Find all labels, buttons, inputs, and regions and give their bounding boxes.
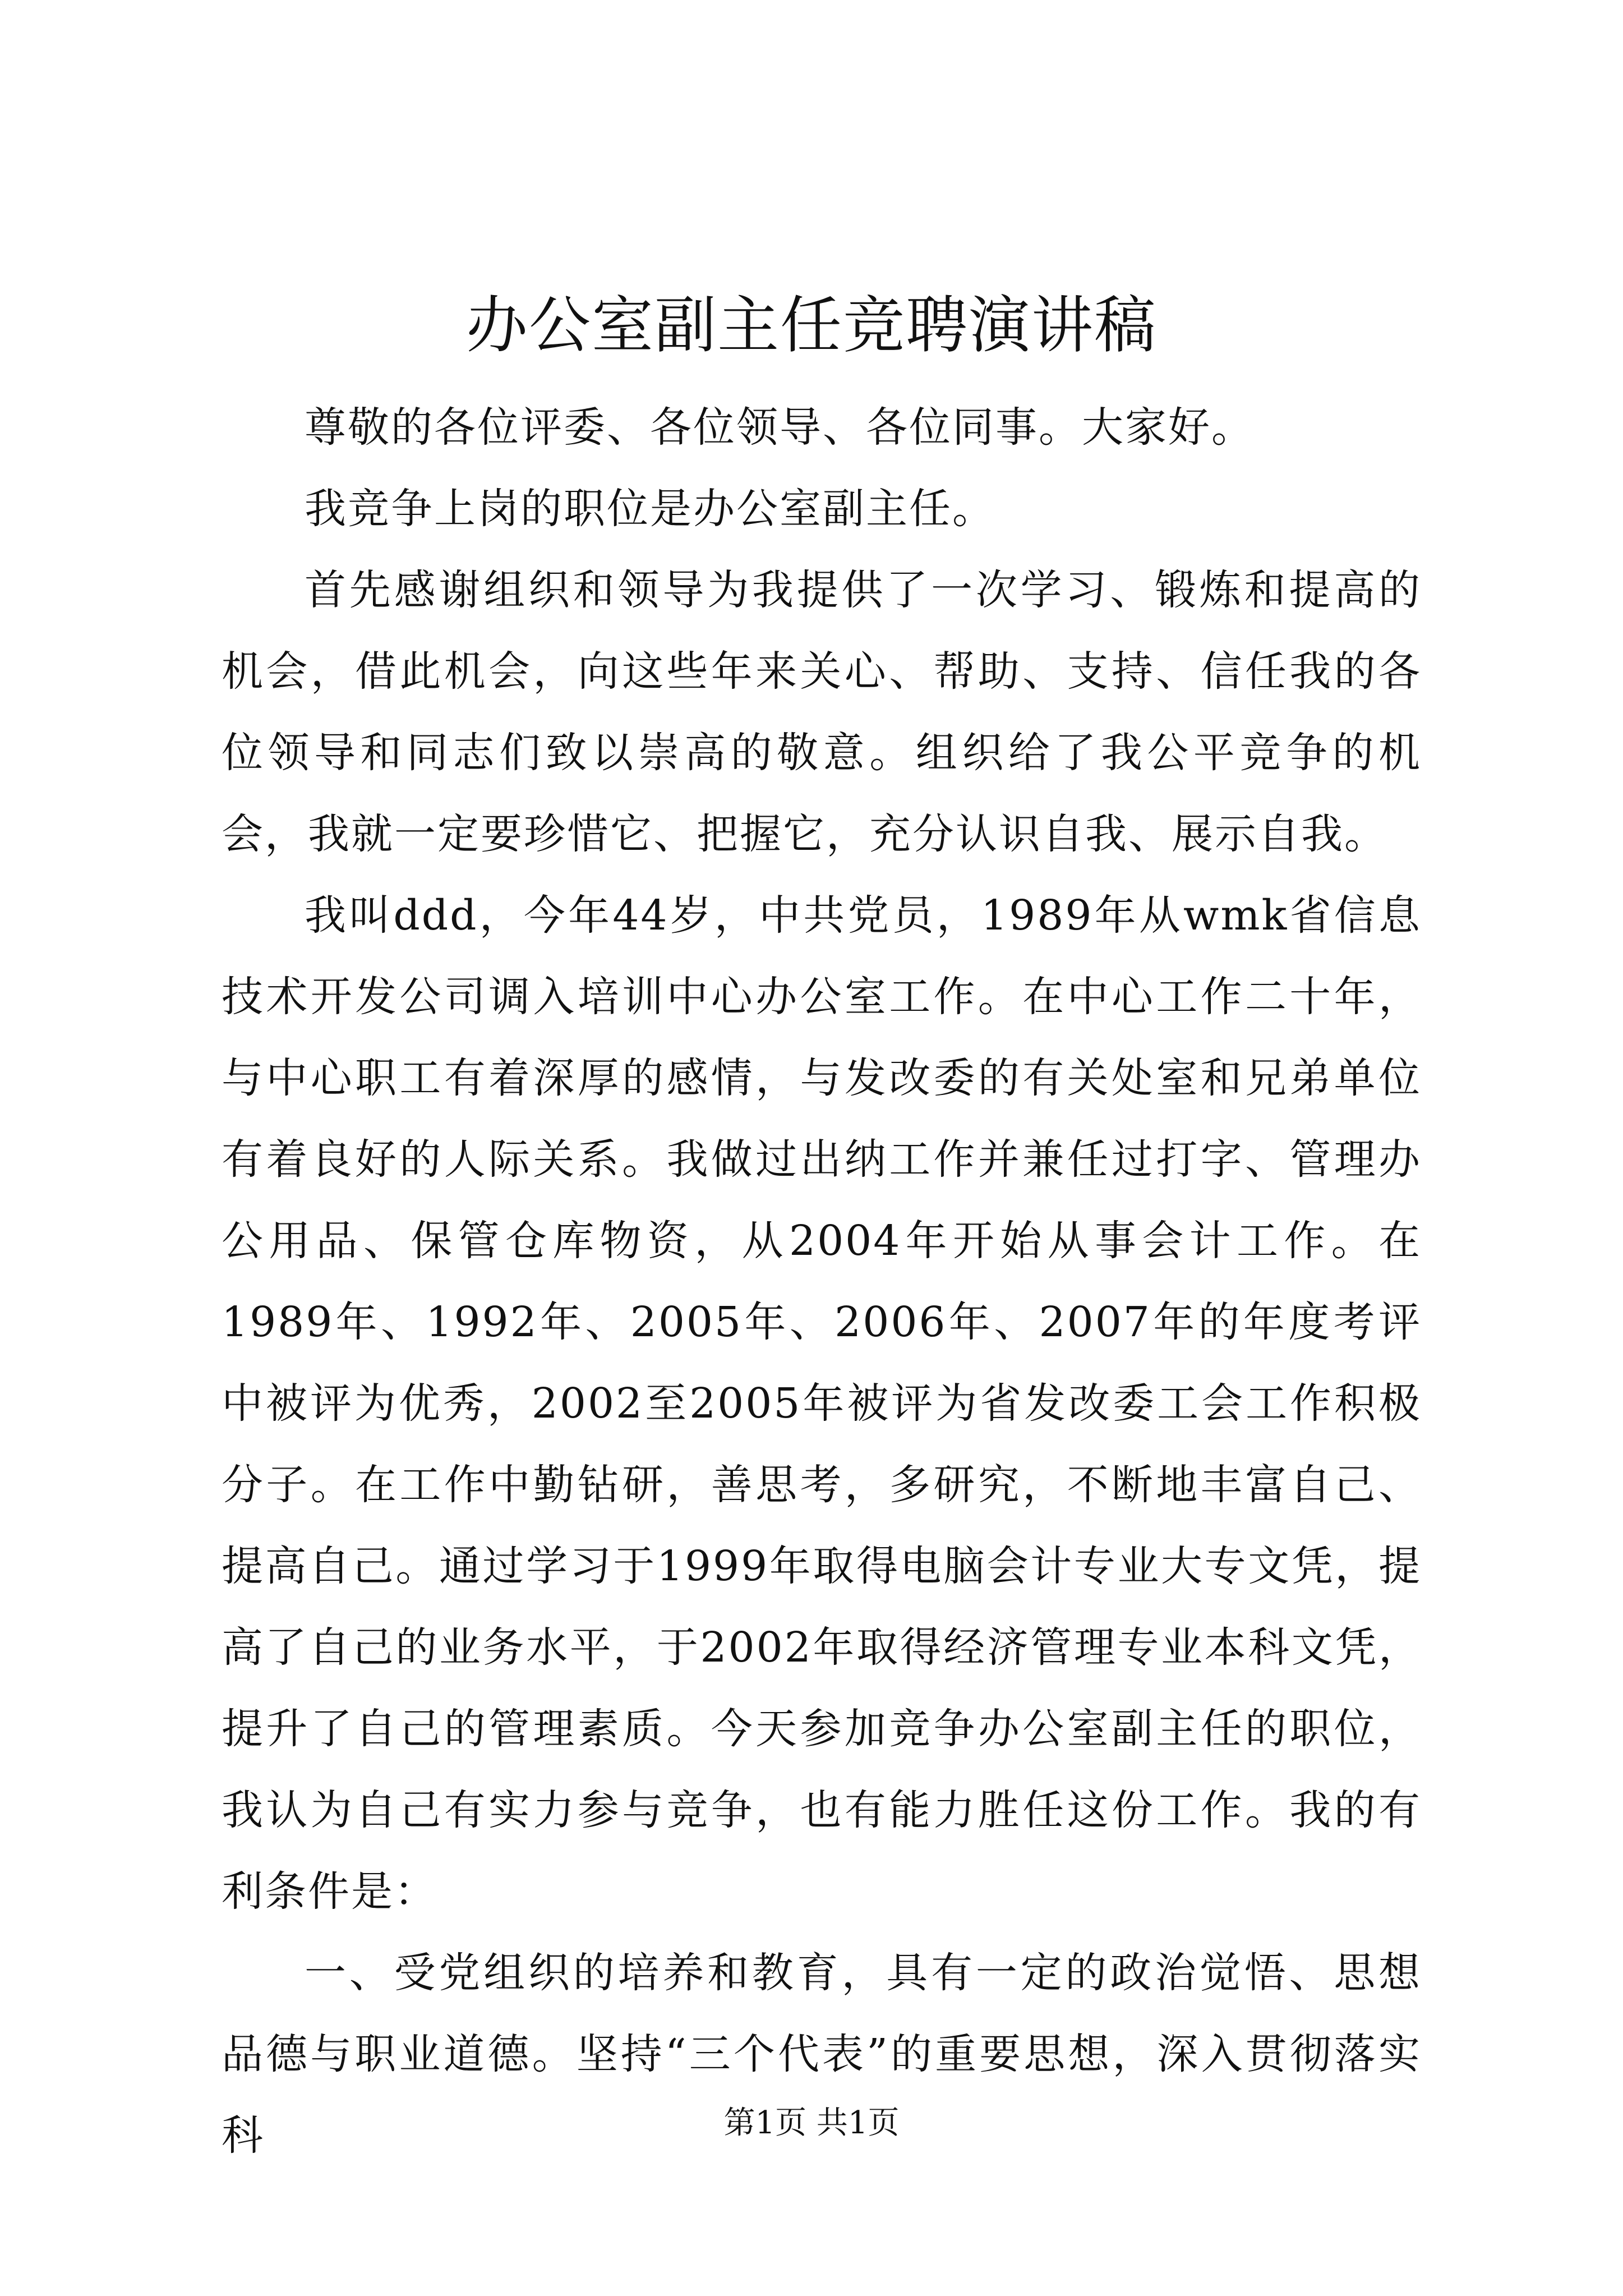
paragraph-self-introduction: 我叫ddd，今年44岁，中共党员，1989年从wmk省信息技术开发公司调入培训中心办公室工作。在中心工作二十年，与中心职工有着深厚的感情，与发改委的有关处室和兄弟单位有着良好的人际关系。我做过出纳工作并兼任过打字、管理办公用品、保管仓库物资，从2004年开始从事会计工作。在1989年、1992年、2005年、2006年、2007年的年度考评中被评为优秀，2002至2005年被评为省发改委工会工作积极分子。在工作中勤钻研，善思考，多研究，不断地丰富自己、提高自己。通过学习于1999年取得电脑会计专业大专文凭，提高了自己的业务水平，于2002年取得经济管理专业本科文凭，提升了自己的管理素质。今天参加竞争办公室副主任的职位，我认为自己有实力参与竞争，也有能力胜任这份工作。我的有利条件是： — [222, 891, 1422, 1916]
paragraph-condition-one: 一、受党组织的培养和教育，具有一定的政治觉悟、思想品德与职业道德。坚持“三个代表”的重要思想，深入贯彻落实科 — [222, 1949, 1422, 2160]
paragraph-thanks: 首先感谢组织和领导为我提供了一次学习、锻炼和提高的机会，借此机会，向这些年来关心、帮助、支持、信任我的各位领导和同志们致以崇高的敬意。组织给了我公平竞争的机会，我就一定要珍惜它、把握它，充分认识自我、展示自我。 — [222, 566, 1422, 858]
document-body — [222, 387, 1422, 2177]
paragraph-greeting: 尊敬的各位评委、各位领导、各位同事。大家好。 — [305, 403, 1255, 452]
paragraph-position: 我竞争上岗的职位是办公室副主任。 — [305, 485, 995, 533]
page-number-footer: 第1页 共1页 — [723, 2105, 900, 2141]
document-title: 办公室副主任竞聘演讲稿 — [466, 289, 1157, 361]
